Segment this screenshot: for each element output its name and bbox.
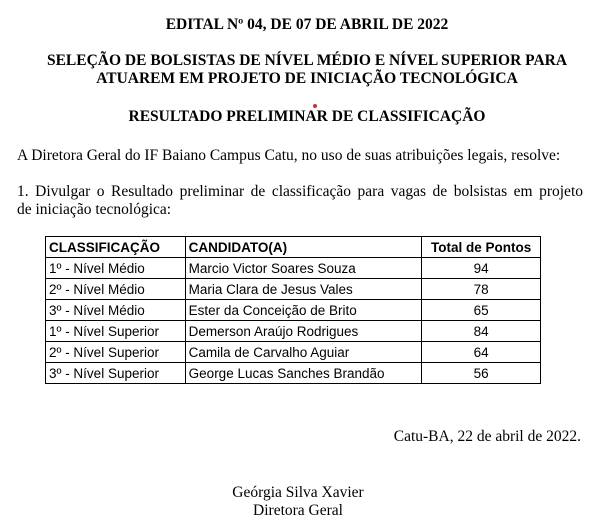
cell-points: 64 [422,342,541,363]
item1-line2: de iniciação tecnológica: [17,201,172,218]
header-candidate: CANDIDATO(A) [185,237,421,258]
table-row [46,300,541,321]
cell-candidate: Camila de Carvalho Aguiar [185,342,421,363]
cell-points: 78 [422,279,541,300]
cell-points: 56 [422,363,541,384]
red-dot-mark [313,104,317,108]
signer-role: Diretora Geral [253,502,343,519]
item1-line1: 1. Divulgar o Resultado preliminar de classificação para vagas de bolsistas em projeto [17,183,583,200]
cell-points: 94 [422,258,541,279]
result-title: RESULTADO PRELIMINAR DE CLASSIFICAÇÃO [128,108,486,125]
cell-candidate: Marcio Victor Soares Souza [185,258,421,279]
cell-classification: 2º - Nível Superior [46,342,186,363]
table-row [46,321,541,342]
signer-name: Geórgia Silva Xavier [232,484,364,501]
cell-points: 84 [422,321,541,342]
cell-points: 65 [422,300,541,321]
cell-candidate: Ester da Conceição de Brito [185,300,421,321]
cell-classification: 1º - Nível Médio [46,258,186,279]
table-row [46,363,541,384]
cell-candidate: Demerson Araújo Rodrigues [185,321,421,342]
cell-candidate: Maria Clara de Jesus Vales [185,279,421,300]
table-row [46,279,541,300]
results-table [45,236,541,384]
selection-title-line1: SELEÇÃO DE BOLSISTAS DE NÍVEL MÉDIO E NÍVEL SUPERIOR PARA [46,52,568,69]
edital-title: EDITAL Nº 04, DE 07 DE ABRIL DE 2022 [165,16,449,33]
header-classification: CLASSIFICAÇÃO [46,237,186,258]
cell-classification: 3º - Nível Superior [46,363,186,384]
intro-paragraph: A Diretora Geral do IF Baiano Campus Catu, no uso de suas atribuições legais, resolve: [17,147,561,164]
header-total-points: Total de Pontos [422,237,541,258]
table-row [46,258,541,279]
table-row [46,342,541,363]
cell-classification: 3º - Nível Médio [46,300,186,321]
cell-classification: 1º - Nível Superior [46,321,186,342]
table-header-row [46,237,541,258]
selection-title-line2: ATUAREM EM PROJETO DE INICIAÇÃO TECNOLÓGICA [96,70,518,87]
place-and-date: Catu-BA, 22 de abril de 2022. [393,428,581,445]
cell-classification: 2º - Nível Médio [46,279,186,300]
cell-candidate: George Lucas Sanches Brandão [185,363,421,384]
